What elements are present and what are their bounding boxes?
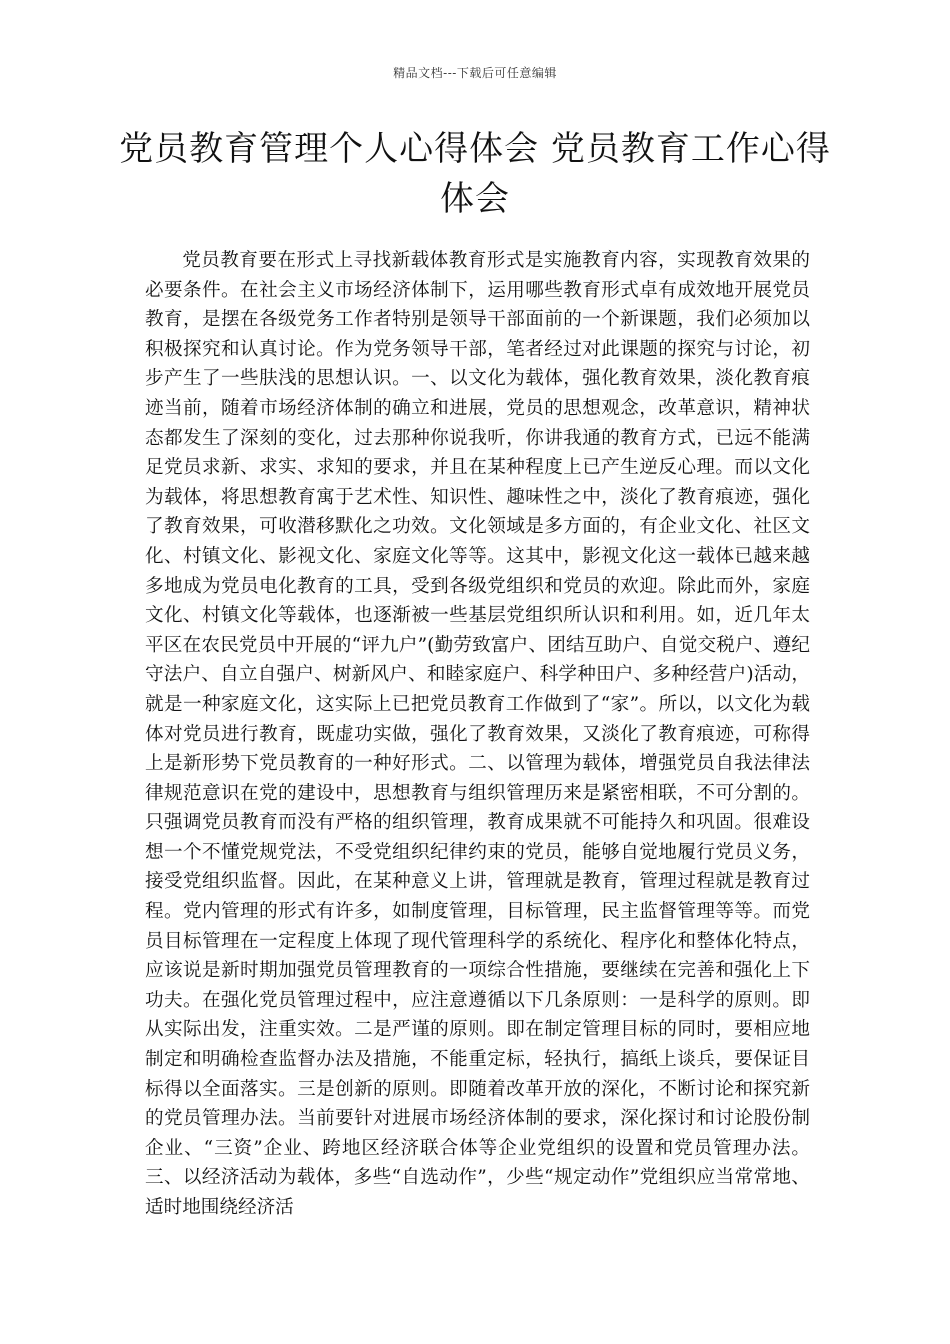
document-body-paragraph: 党员教育要在形式上寻找新载体教育形式是实施教育内容，实现教育效果的必要条件。在社会主义市场经济体制下，运用哪些教育形式卓有成效地开展党员教育，是摆在各级党务工作者特别是领导干部面前的一个新课题，我们必须加以积极探究和认真讨论。作为党务领导干部，笔者经过对此课题的探究与讨论，初步产生了一些肤浅的思想认识。一、以文化为载体，强化教育效果，淡化教育痕迹当前，随着市场经济体制的确立和进展，党员的思想观念，改革意识，精神状态都发生了深刻的变化，过去那种你说我听，你讲我通的教育方式，已远不能满足党员求新、求实、求知的要求，并且在某种程度上已产生逆反心理。而以文化为载体，将思想教育寓于艺术性、知识性、趣味性之中，淡化了教育痕迹，强化了教育效果，可收潜移默化之功效。文化领域是多方面的，有企业文化、社区文化、村镇文化、影视文化、家庭文化等等。这其中，影视文化这一载体已越来越多地成为党员电化教育的工具，受到各级党组织和党员的欢迎。除此而外，家庭文化、村镇文化等载体，也逐渐被一些基层党组织所认识和利用。如，近几年太平区在农民党员中开展的“评九户”(勤劳致富户、团结互助户、自觉交税户、遵纪守法户、自立自强户、树新风户、和睦家庭户、科学种田户、多种经营户)活动，就是一种家庭文化，这实际上已把党员教育工作做到了“家”。所以，以文化为载体对党员进行教育，既虚功实做，强化了教育效果，又淡化了教育痕迹，可称得上是新形势下党员教育的一种好形式。二、以管理为载体，增强党员自我法律法律规范意识在党的建设中，思想教育与组织管理历来是紧密相联，不可分割的。只强调党员教育而没有严格的组织管理，教育成果就不可能持久和巩固。很难设想一个不懂党规党法，不受党组织纪律约束的党员，能够自觉地履行党员义务，接受党组织监督。因此，在某种意义上讲，管理就是教育，管理过程就是教育过程。党内管理的形式有许多，如制度管理，目标管理，民主监督管理等等。而党员目标管理在一定程度上体现了现代管理科学的系统化、程序化和整体化特点，应该说是新时期加强党员管理教育的一项综合性措施，要继续在完善和强化上下功夫。在强化党员管理过程中，应注意遵循以下几条原则：一是科学的原则。即从实际出发，注重实效。二是严谨的原则。即在制定管理目标的同时，要相应地制定和明确检查监督办法及措施，不能重定标，轻执行，搞纸上谈兵，要保证目标得以全面落实。三是创新的原则。即随着改革开放的深化，不断讨论和探究新的党员管理办法。当前要针对进展市场经济体制的要求，深化探讨和讨论股份制企业、“三资”企业、跨地区经济联合体等企业党组织的设置和党员管理办法。三、以经济活动为载体，多些“自选动作”，少些“规定动作”党组织应当常常地、适时地围绕经济活 xyxy=(145,250,810,1218)
document-title: 党员教育管理个人心得体会 党员教育工作心得体会 xyxy=(119,129,831,219)
page-header: 精品文档---下载后可任意编辑 xyxy=(393,66,557,80)
